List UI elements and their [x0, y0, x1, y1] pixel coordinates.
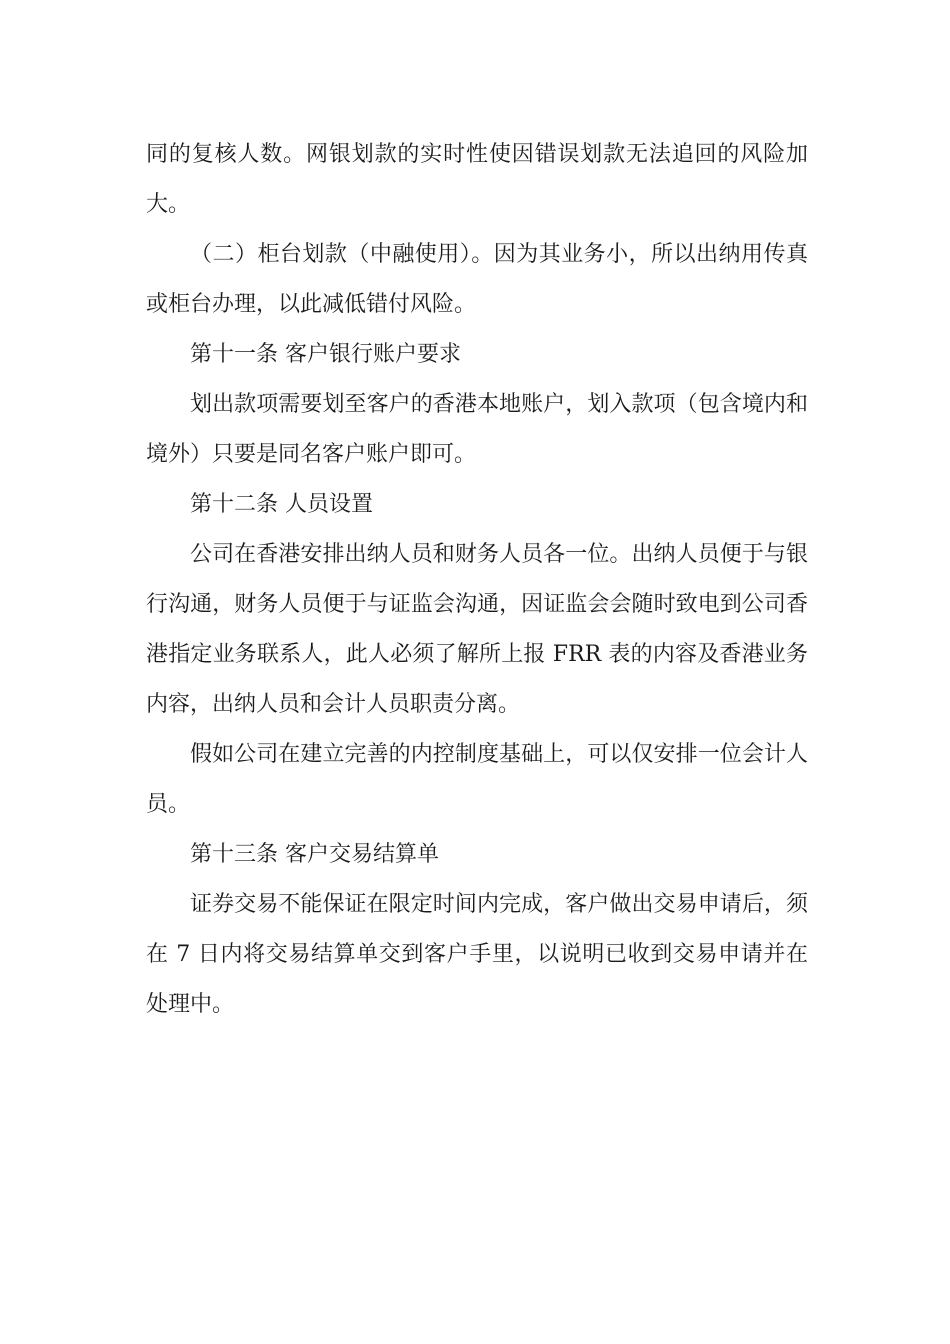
article-12-heading: 第十二条 人员设置 [190, 492, 373, 517]
paragraph-counter-transfer: （二）柜台划款（中融使用）。因为其业务小，所以出纳用传真或柜台办理，以此减低错付风险。 [146, 242, 808, 317]
paragraph-article-12: 公司在香港安排出纳人员和财务人员各一位。出纳人员便于与银行沟通，财务人员便于与证监会沟通，因证监会会随时致电到公司香港指定业务联系人，此人必须了解所上报 FRR 表的内容及香港业务内容，出纳人员和会计人员职责分离。 [146, 542, 808, 717]
paragraph-article-11: 划出款项需要划至客户的香港本地账户，划入款项（包含境内和境外）只要是同名客户账户即可。 [146, 392, 808, 467]
article-11-heading: 第十一条 客户银行账户要求 [190, 342, 461, 367]
paragraph-article-12-note: 假如公司在建立完善的内控制度基础上，可以仅安排一位会计人员。 [146, 742, 808, 817]
paragraph-article-13: 证券交易不能保证在限定时间内完成，客户做出交易申请后，须在 7 日内将交易结算单交到客户手里，以说明已收到交易申请并在处理中。 [146, 892, 808, 1017]
article-13-heading: 第十三条 客户交易结算单 [190, 842, 439, 867]
paragraph-continued: 同的复核人数。网银划款的实时性使因错误划款无法追回的风险加大。 [146, 142, 808, 217]
document-body [146, 130, 808, 1030]
